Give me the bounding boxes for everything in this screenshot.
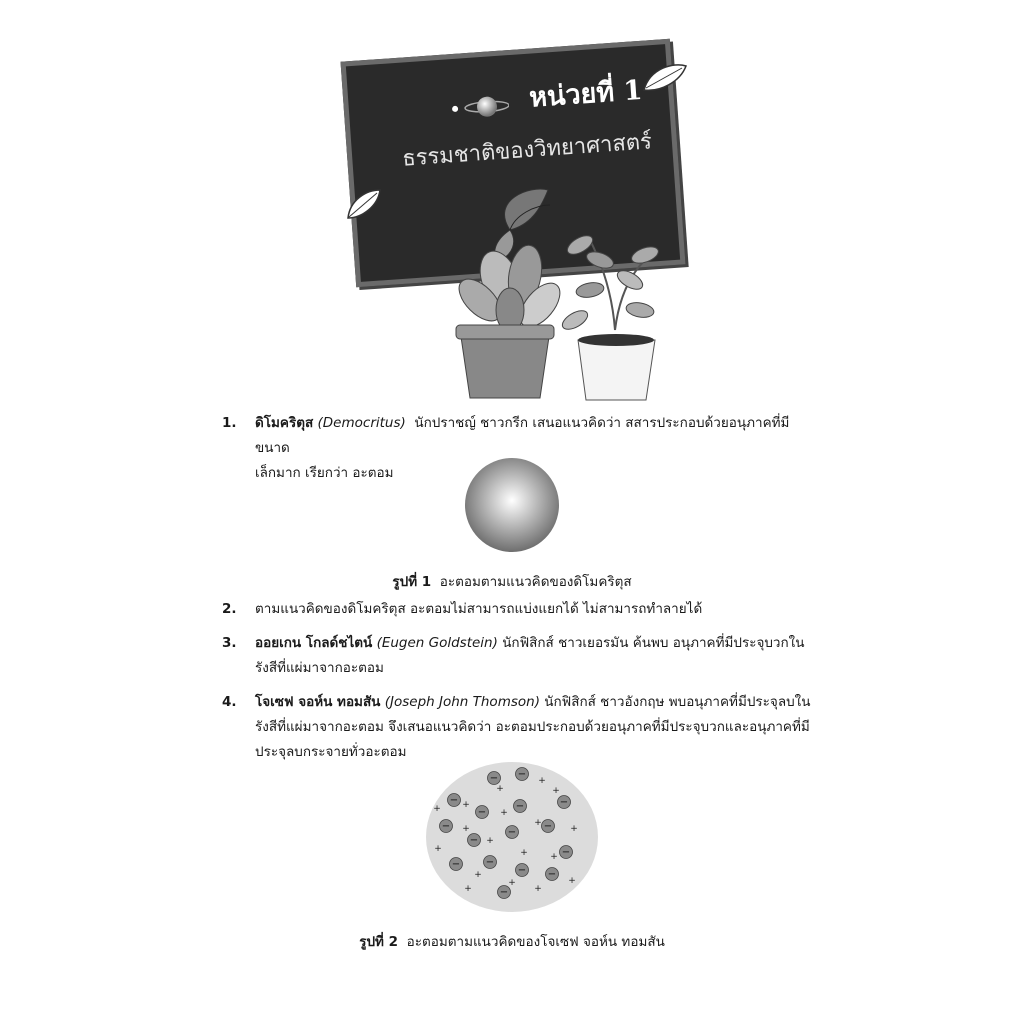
item-text: นักปราชญ์ ชาวกรีก เสนอแนวคิดว่า สสารประกอบด้วยอนุภาคที่มีขนาด [255, 415, 790, 456]
person-latin-name: (Democritus) [317, 415, 406, 431]
person-name: โจเซฟ จอห์น ทอมสัน [255, 694, 381, 710]
svg-text:−: − [469, 835, 479, 846]
svg-text:−: − [559, 797, 569, 808]
person-name: ออยเกน โกลด์ชไตน์ [255, 635, 373, 651]
electron-mark [558, 796, 571, 809]
plants-illustration [440, 180, 670, 405]
svg-text:−: − [451, 859, 461, 870]
item-number: 4. [222, 694, 237, 710]
electron-mark [560, 846, 573, 859]
electron-mark [484, 856, 497, 869]
electron-mark [506, 826, 519, 839]
proton-mark: + [496, 784, 504, 794]
svg-text:−: − [449, 795, 459, 806]
item-text: ตามแนวคิดของดิโมคริตุส อะตอมไม่สามารถแบ่งแยกได้ ไม่สามารถทำลายได้ [255, 601, 703, 617]
proton-mark: + [550, 852, 558, 862]
electron-mark [514, 800, 527, 813]
proton-mark: + [568, 876, 576, 886]
proton-mark: + [433, 804, 441, 814]
item-number: 3. [222, 635, 237, 651]
proton-mark: + [474, 870, 482, 880]
figure-label: รูปที่ 2 [359, 934, 398, 950]
proton-mark: + [508, 878, 516, 888]
proton-mark: + [534, 884, 542, 894]
proton-mark: + [570, 824, 578, 834]
electron-mark [468, 834, 481, 847]
electron-mark [476, 806, 489, 819]
svg-text:−: − [515, 801, 525, 812]
person-latin-name: (Joseph John Thomson) [384, 694, 540, 710]
leaf-icon [344, 186, 384, 222]
unit-subtitle: ธรรมชาติของวิทยาศาสตร์ [401, 129, 653, 172]
svg-text:−: − [517, 769, 527, 780]
person-name: ดิโมคริตุส [255, 415, 314, 431]
item-text: รังสีที่แผ่มาจากอะตอม [255, 660, 384, 676]
proton-mark: + [552, 786, 560, 796]
item-text: นักฟิสิกส์ ชาวอังกฤษ พบอนุภาคที่มีประจุลบใน [544, 694, 811, 710]
figure-caption [0, 570, 1024, 592]
figure-caption [0, 930, 1024, 952]
electron-mark [542, 820, 555, 833]
item-text: เล็กมาก เรียกว่า อะตอม [255, 465, 394, 481]
electron-mark [516, 864, 529, 877]
svg-text:−: − [489, 773, 499, 784]
planet-icon [448, 85, 511, 129]
atom-sphere-figure [463, 456, 561, 554]
item-text: นักฟิสิกส์ ชาวเยอรมัน ค้นพบ อนุภาคที่มีประจุบวกใน [502, 635, 805, 651]
proton-mark: + [462, 800, 470, 810]
item-number: 1. [222, 415, 237, 431]
plum-pudding-model-figure [424, 760, 600, 914]
item-text: ประจุลบกระจายทั่วอะตอม [255, 744, 407, 760]
svg-text:−: − [507, 827, 517, 838]
electron-mark [448, 794, 461, 807]
item-text: รังสีที่แผ่มาจากอะตอม จึงเสนอแนวคิดว่า อะตอมประกอบด้วยอนุภาคที่มีประจุบวกและอนุภาคที่มี [255, 719, 810, 735]
figure-caption-text: อะตอมตามแนวคิดของโจเซฟ จอห์น ทอมสัน [406, 934, 665, 950]
svg-text:−: − [561, 847, 571, 858]
figure-label: รูปที่ 1 [392, 574, 432, 590]
svg-text:−: − [485, 857, 495, 868]
person-latin-name: (Eugen Goldstein) [376, 635, 498, 651]
proton-mark: + [534, 818, 542, 828]
proton-mark: + [500, 808, 508, 818]
electron-mark [440, 820, 453, 833]
proton-mark: + [464, 884, 472, 894]
leaf-icon [640, 60, 690, 96]
proton-mark: + [486, 836, 494, 846]
electron-mark [516, 768, 529, 781]
electron-mark [488, 772, 501, 785]
proton-mark: + [520, 848, 528, 858]
svg-text:−: − [477, 807, 487, 818]
svg-text:−: − [543, 821, 553, 832]
svg-text:−: − [517, 865, 527, 876]
proton-mark: + [434, 844, 442, 854]
proton-mark: + [462, 824, 470, 834]
leafy-plant-icon [559, 232, 660, 400]
succulent-plant-icon [452, 243, 568, 398]
electron-mark [546, 868, 559, 881]
unit-title: หน่วยที่ 1 [528, 74, 644, 114]
figure-caption-text: อะตอมตามแนวคิดของดิโมคริตุส [439, 574, 632, 590]
svg-text:−: − [547, 869, 557, 880]
electron-mark [450, 858, 463, 871]
proton-mark: + [538, 776, 546, 786]
svg-text:−: − [441, 821, 451, 832]
svg-text:−: − [499, 887, 509, 898]
item-number: 2. [222, 601, 237, 617]
